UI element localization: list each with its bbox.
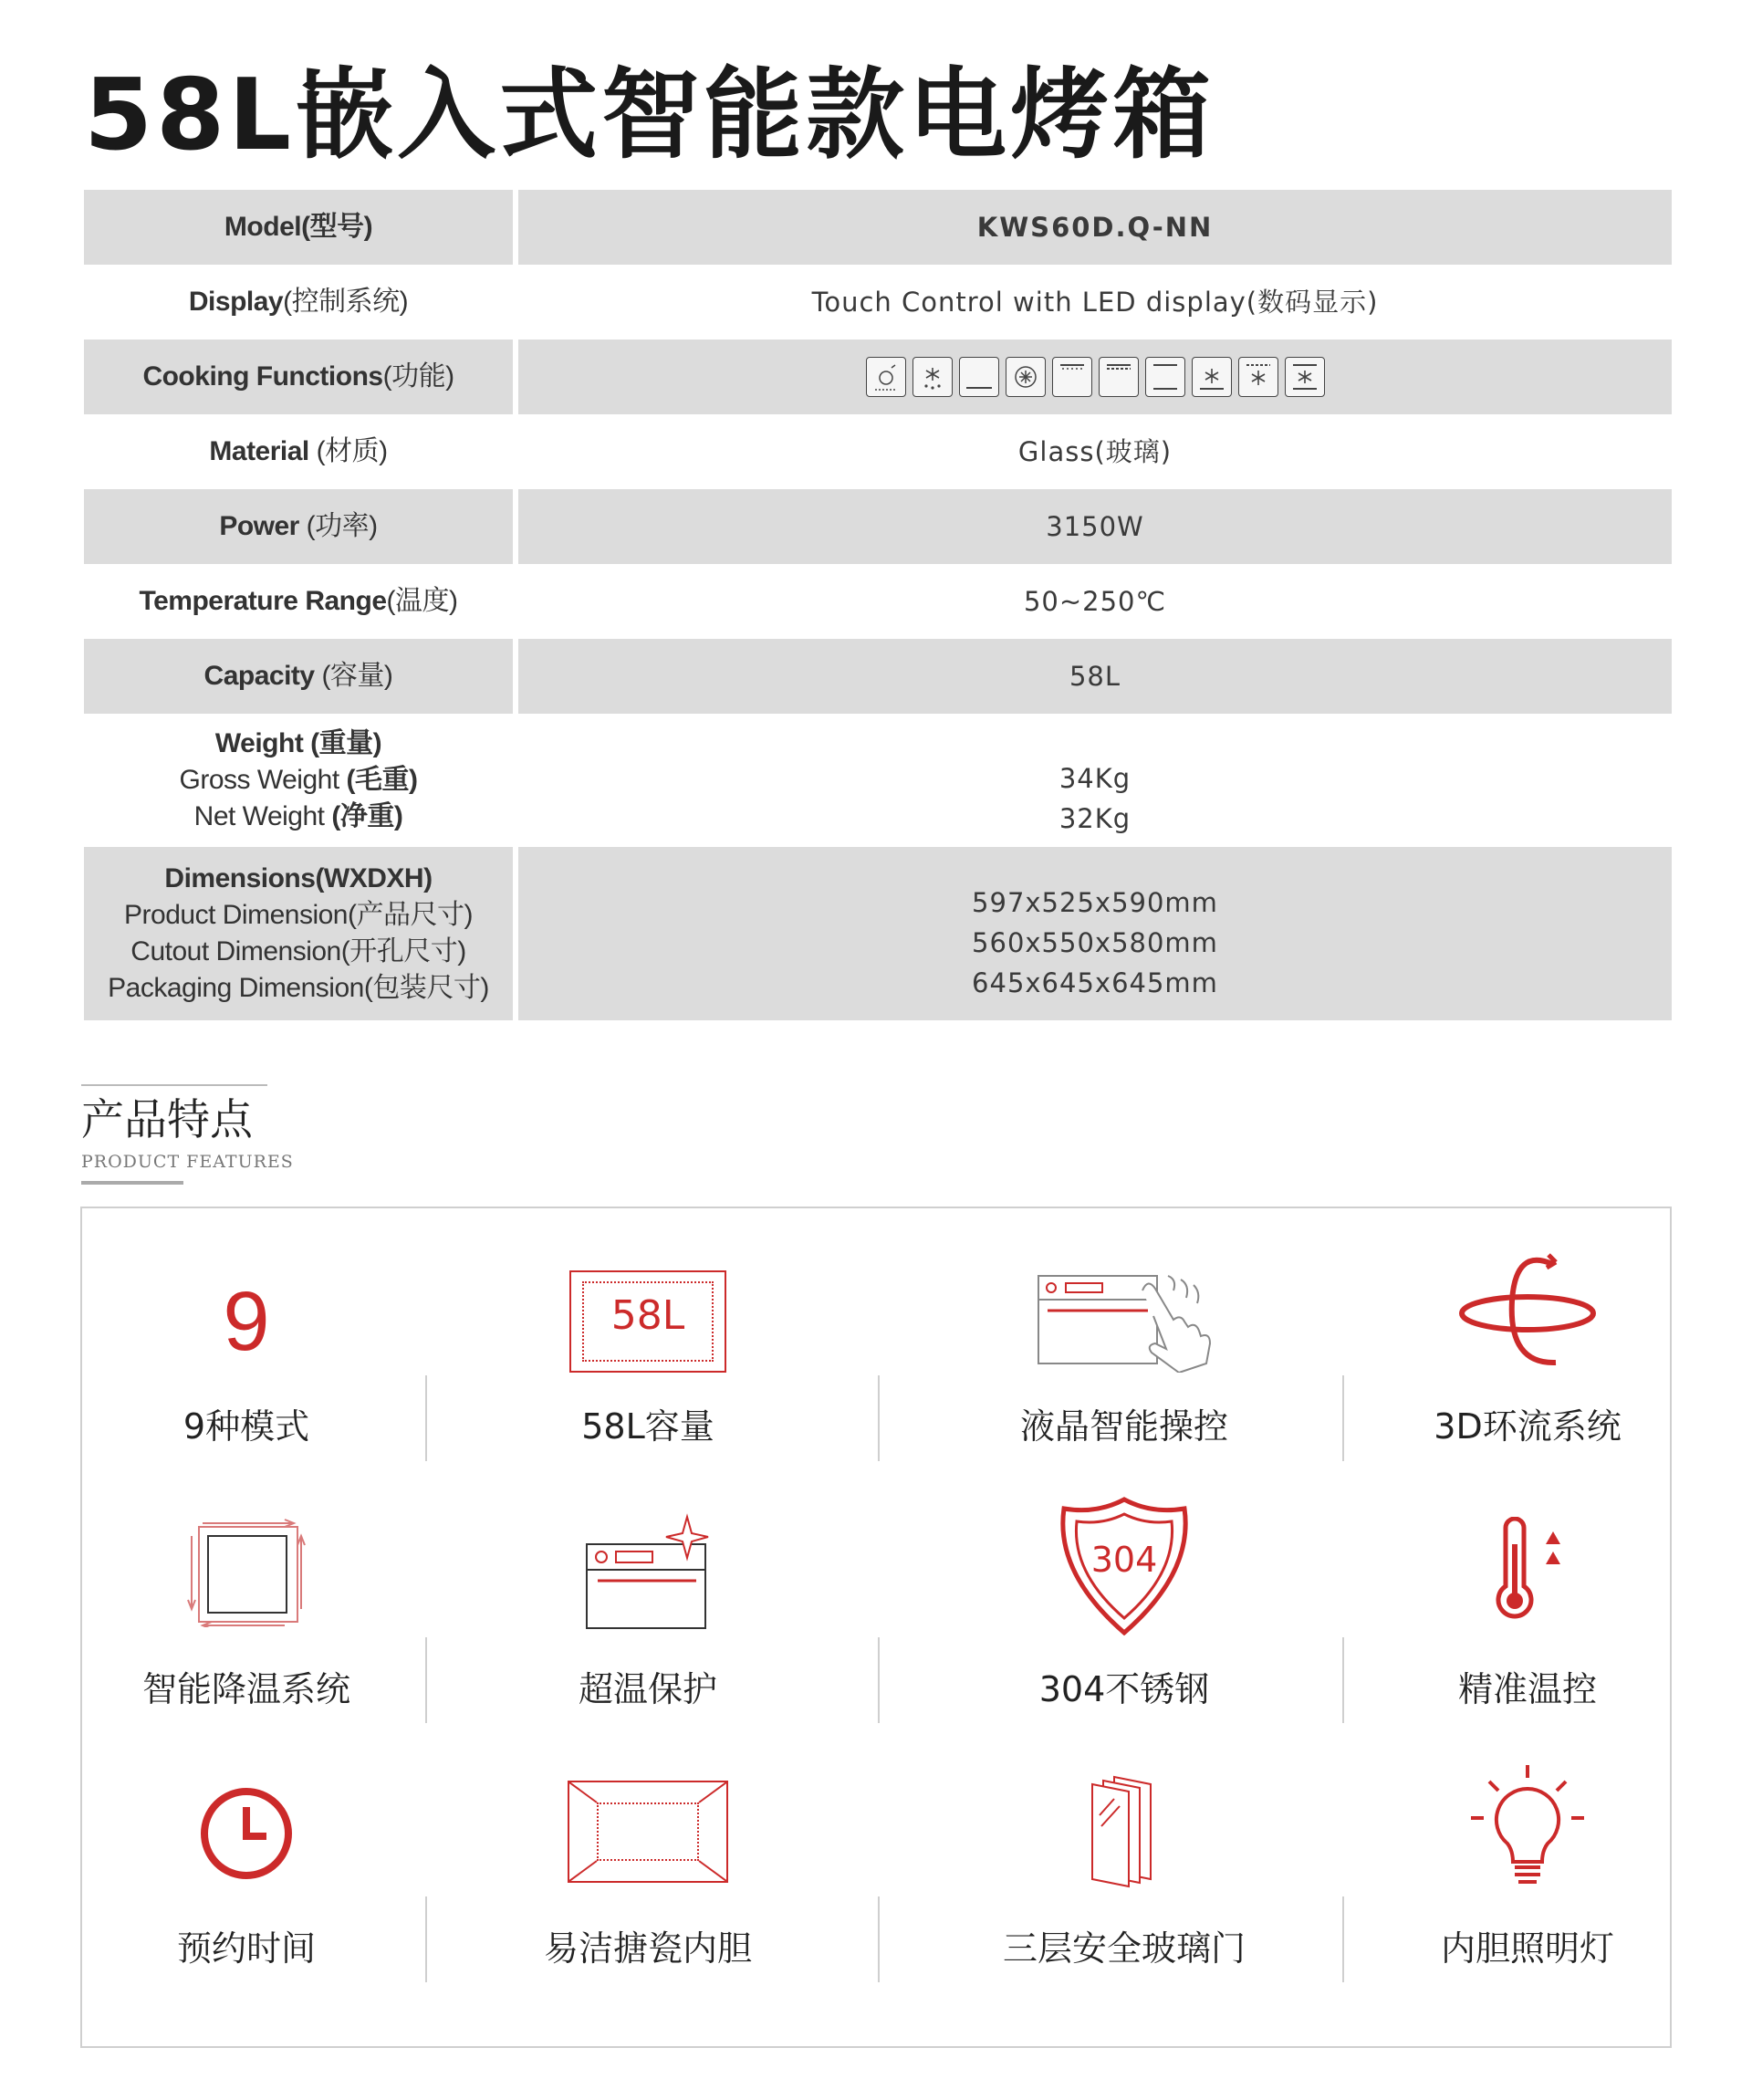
weight-label (84, 714, 513, 847)
weight-value (518, 714, 1672, 847)
light-bulb-icon (1464, 1761, 1591, 1898)
spec-row-functions (84, 340, 1672, 414)
material-label: Material (材质) (209, 436, 388, 466)
enamel-cavity-icon (568, 1781, 728, 1883)
power-label: Power (功率) (84, 489, 513, 564)
feature-precise-temperature (1363, 1499, 1692, 1736)
dimensions-heading: Dimensions(WXDXH) (164, 863, 433, 893)
feature-triple-glass-door (960, 1758, 1288, 1995)
feature-scheduled-time (82, 1758, 411, 1995)
feature-label: 内胆照明灯 (1440, 1928, 1614, 1969)
display-value: Touch Control with LED display(数码显示) (811, 287, 1379, 318)
net-weight-value: 32Kg (1058, 803, 1132, 834)
feature-touch-control (960, 1236, 1288, 1473)
model-value: KWS60D.Q-NN (518, 190, 1672, 265)
fan-grill-icon (1238, 357, 1278, 397)
gross-weight-label: Gross Weight (毛重) (179, 765, 418, 795)
overheat-protection-icon (579, 1513, 716, 1632)
3d-circulation-icon (1450, 1253, 1605, 1381)
temperature-label: Temperature Range(温度) (139, 586, 458, 616)
feature-label: 预约时间 (176, 1928, 316, 1969)
fan-only-icon (1006, 357, 1046, 397)
features-title: 产品特点 (81, 1095, 253, 1145)
stainless-steel-shield-icon: 304 (1051, 1494, 1197, 1640)
net-weight-label: Net Weight (净重) (193, 801, 403, 831)
page-title: 58L嵌入式智能款电烤箱 (84, 58, 1215, 172)
feature-label: 58L容量 (581, 1406, 714, 1447)
feature-label: 超温保护 (578, 1669, 717, 1709)
bottom-heat-icon (959, 357, 999, 397)
fan-defrost-icon (912, 357, 953, 397)
power-value: 3150W (518, 489, 1672, 564)
spec-row-power (84, 489, 1672, 564)
bottom-heat-grill-icon (866, 357, 906, 397)
triple-glass-door-icon (1083, 1770, 1165, 1888)
feature-overheat-protection (484, 1499, 812, 1736)
functions-value (518, 340, 1672, 414)
feature-cavity-light (1363, 1758, 1692, 1995)
fan-top-bottom-heat-icon (1285, 357, 1325, 397)
feature-stainless-steel (960, 1499, 1288, 1736)
nine-modes-icon: 9 (223, 1275, 270, 1368)
feature-label: 9种模式 (182, 1406, 310, 1447)
clock-icon (196, 1783, 297, 1884)
spec-table (84, 190, 1672, 1020)
feature-enamel-cavity (484, 1758, 812, 1995)
capacity-label: Capacity (容量) (84, 639, 513, 714)
display-label: Display(控制系统) (188, 287, 409, 317)
feature-label: 304不锈钢 (1038, 1669, 1210, 1709)
feature-label: 3D环流系统 (1434, 1406, 1622, 1447)
cutout-dimension-value: 560x550x580mm (972, 927, 1218, 958)
gross-weight-value: 34Kg (1058, 763, 1132, 794)
spec-row-dimensions (84, 847, 1672, 1020)
spec-row-display (84, 265, 1672, 340)
dimensions-value (518, 847, 1672, 1020)
material-value: Glass(玻璃) (1017, 436, 1173, 467)
spec-row-model (84, 190, 1672, 265)
feature-3d-circulation (1363, 1236, 1692, 1473)
top-grill-icon (1099, 357, 1139, 397)
spec-row-temperature (84, 564, 1672, 639)
dimensions-label (84, 847, 513, 1020)
feature-cooling-system (82, 1499, 411, 1736)
feature-capacity (484, 1236, 812, 1473)
spec-row-material (84, 414, 1672, 489)
top-bottom-heat-icon (1145, 357, 1185, 397)
features-subtitle: PRODUCT FEATURES (81, 1152, 294, 1172)
product-dimension-value: 597x525x590mm (972, 887, 1218, 918)
temperature-value: 50~250℃ (1023, 586, 1167, 617)
top-heat-icon (1052, 357, 1092, 397)
feature-label: 易洁搪瓷内胆 (543, 1928, 752, 1969)
touch-control-icon (1033, 1263, 1215, 1373)
packaging-dimension-value: 645x645x645mm (972, 967, 1218, 998)
capacity-icon: 58L (569, 1270, 726, 1373)
weight-heading: Weight (重量) (214, 728, 382, 758)
packaging-dimension-label: Packaging Dimension(包装尺寸) (108, 973, 489, 1003)
feature-label: 液晶智能操控 (1019, 1406, 1228, 1447)
model-label: Model(型号) (84, 190, 513, 265)
thermometer-icon (1482, 1517, 1573, 1626)
cooling-system-icon (182, 1518, 310, 1627)
spec-row-weight (84, 714, 1672, 847)
features-panel (80, 1207, 1672, 2048)
capacity-value: 58L (518, 639, 1672, 714)
feature-label: 智能降温系统 (141, 1669, 350, 1709)
feature-nine-modes (82, 1236, 411, 1473)
spec-row-capacity (84, 639, 1672, 714)
product-dimension-label: Product Dimension(产品尺寸) (124, 900, 473, 930)
functions-label: Cooking Functions(功能) (84, 340, 513, 414)
function-icons (866, 357, 1325, 397)
fan-bottom-heat-icon (1192, 357, 1232, 397)
feature-label: 精准温控 (1457, 1669, 1597, 1709)
cutout-dimension-label: Cutout Dimension(开孔尺寸) (130, 936, 466, 966)
feature-label: 三层安全玻璃门 (1002, 1928, 1246, 1969)
